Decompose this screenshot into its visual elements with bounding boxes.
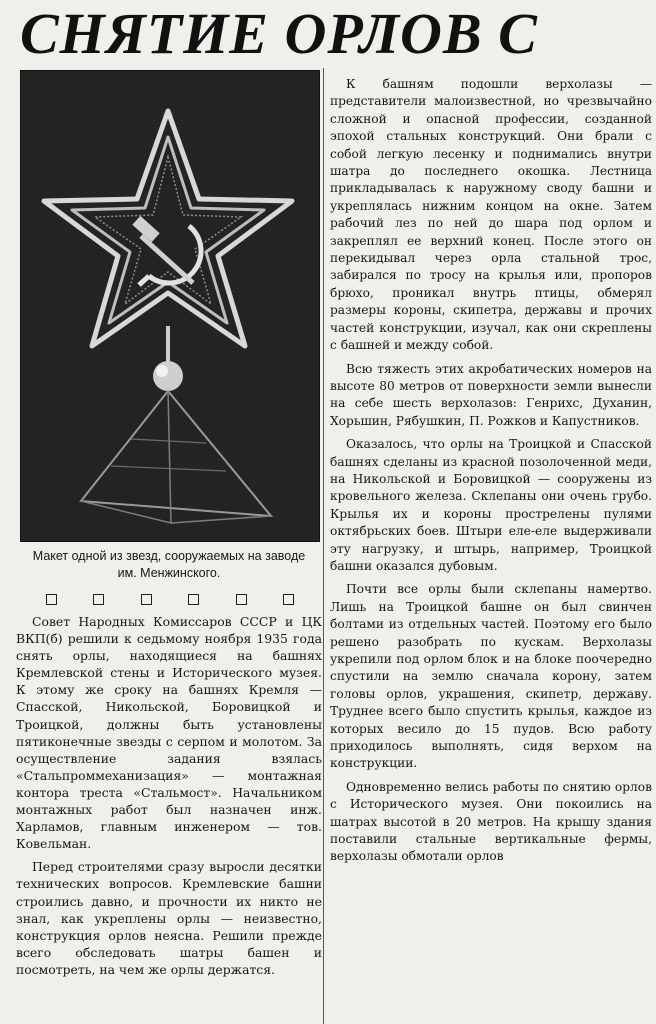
- right-paragraph-3: Оказалось, что орлы на Троицкой и Спасской башнях сделаны из красной позолоченной меди, на Никольской и Боровицкой — сооружены из кровельного железа. Склепаны они очень грубо. Крылья их и короны прострелены пулями октябрьских боев. Штыри еле-еле выдерживали эту нагрузку, и штырь, например, Троицкой башни оказался дубовым.: [330, 437, 652, 573]
- separator-box: [188, 594, 199, 605]
- right-paragraph-1: К башням подошли верхолазы — представители малоизвестной, но чрезвычайно сложной и опасной профессии, созданной эпохой стальных конструкций. Они брали с собой легкую лесенку и поднимались внутри шатра до последнего окошка. Лестница прикладывалась к наружному своду башни и укреплялась нижним концом на окне. Затем рабочий лез по ней до шара под орлом и закреплял ее верхний конец. После этого он перекидывал через орла стальной трос, забирался по тросу на крылья или, пропоров брюхо, проникал внутрь птицы, обмерял размеры короны, скипетра, державы и прочих частей конструкции, изучал, как они скреплены с башней и между собой.: [330, 77, 652, 353]
- left-column: [16, 70, 322, 984]
- right-paragraph-2: Всю тяжесть этих акробатических номеров на высоте 80 метров от поверхности земли вынесли на себе шесть верхолазов: Генрихс, Духанин, Хорьшин, Рябушкин, П. Рожков и Капустников.: [330, 361, 652, 428]
- sphere: [153, 361, 183, 391]
- right-column: [330, 76, 652, 872]
- star-photo: [20, 70, 320, 542]
- left-paragraph-2: Перед строителями сразу выросли десятки технических вопросов. Кремлевские башни строились давно, и прочности их никто не знал, как укреплены орлы — неизвестно, конструкция орлов неясна. Решили прежде всего обследовать шатры башен и посмотреть, на чем же орлы держатся.: [16, 859, 322, 977]
- left-paragraph-1: Совет Народных Комиссаров СССР и ЦК ВКП(б) решили к седьмому ноября 1935 года снять орлы, находящиеся на башнях Кремлевской стены и Исторического музея. К этому же сроку на башнях Кремля — Спасской, Никольской, Боровицкой и Троицкой, должны быть установлены пятиконечные звезды с серпом и молотом. За осуществление задания взялась «Стальпроммеханизация» — монтажная контора треста «Стальмост». Начальником монтажных работ был назначен инж. Харламов, главным инженером — тов. Ковельман.: [16, 614, 322, 852]
- separator-box: [283, 594, 294, 605]
- right-paragraph-5: Одновременно велись работы по снятию орлов с Исторического музея. Они покоились на шатрах высотой в 20 метров. На крышу здания поставили стальные вертикальные фермы, верхолазы обмотали орлов: [330, 779, 652, 864]
- separator-box: [46, 594, 57, 605]
- column-divider: [323, 68, 324, 1024]
- photo-caption: Макет одной из звезд, сооружаемых на заводе им. Менжинского.: [32, 549, 306, 580]
- separator-box: [141, 594, 152, 605]
- separator-box: [236, 594, 247, 605]
- right-paragraph-4: Почти все орлы были склепаны намертво. Лишь на Троицкой башне он был свинчен болтами из отдельных частей. Поэтому его было решено разобрать по кускам. Верхолазы укрепили под орлом блок и на блоке поочередно спустили на землю сначала корону, затем головы орлов, украшения, скипетр, державу. Труднее всего было спустить крылья, каждое из которых весило до 15 пудов. Всю работу приходилось выполнять, сидя верхом на конструкции.: [330, 582, 652, 771]
- headline: СНЯТИЕ ОРЛОВ С: [20, 1, 538, 66]
- separator-box: [93, 594, 104, 605]
- star-illustration: [21, 71, 319, 541]
- separator-boxes: [16, 582, 322, 613]
